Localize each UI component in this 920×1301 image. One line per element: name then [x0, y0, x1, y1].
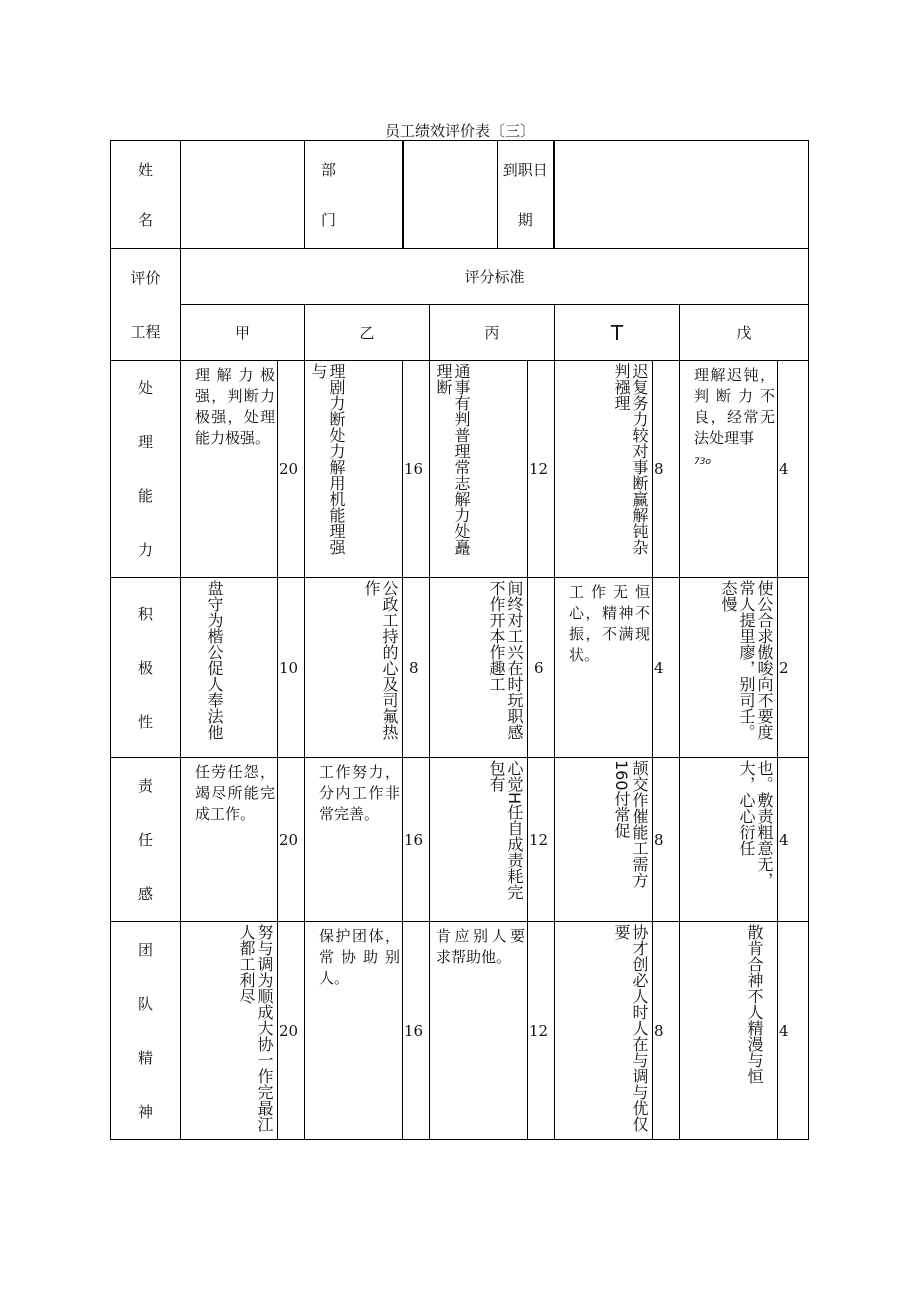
criterion-text: 工作努力，分内工作非常完善。 — [305, 758, 403, 922]
score: 8 — [653, 758, 680, 922]
criterion-text: 迟复务力较对事断赢解钝杂判襁理 — [555, 361, 653, 578]
grade-d: T — [555, 305, 680, 361]
dept-label: 部 门 — [305, 141, 403, 249]
score: 8 — [403, 578, 430, 758]
row-item-label: 团 队 精 神 — [111, 922, 181, 1140]
table-row — [111, 578, 809, 758]
grade-a: 甲 — [181, 305, 305, 361]
score: 12 — [528, 922, 555, 1140]
eval-item-label: 评价 工程 — [111, 249, 181, 361]
criterion-text: 协才创必人时人在与调与优仅要 — [555, 922, 653, 1140]
row-item-label: 积 极 性 — [111, 578, 181, 758]
score: 12 — [528, 758, 555, 922]
form-title: 员工绩效评价表〔三〕 — [384, 122, 535, 140]
grade-row — [111, 305, 809, 361]
table-row — [111, 361, 809, 578]
score: 2 — [778, 578, 809, 758]
criterion-text: 公政工持的心及司氟热作 — [305, 578, 403, 758]
info-row — [111, 141, 809, 249]
criterion-text: 理剧力断处力解用机能理强与 — [305, 361, 403, 578]
evaluation-table — [110, 140, 809, 1140]
criterion-text: 使公合求傲唆向不要度常人提里廖，别司壬。态慢 — [680, 578, 778, 758]
score: 8 — [653, 922, 680, 1140]
score: 4 — [653, 578, 680, 758]
criterion-text: 也。敷责粗意无，大，心心衍任 — [680, 758, 778, 922]
score: 20 — [278, 922, 305, 1140]
criterion-text: 努与调为顺成大协一作完最江人都工利尽 — [181, 922, 278, 1140]
score: 6 — [528, 578, 555, 758]
grade-c: 丙 — [430, 305, 555, 361]
score: 4 — [778, 361, 809, 578]
grade-b: 乙 — [305, 305, 430, 361]
row-item-label: 处 理 能 力 — [111, 361, 181, 578]
score: 20 — [278, 361, 305, 578]
score: 4 — [778, 922, 809, 1140]
criterion-text: 通事有判普理常志解力处矗理断 — [430, 361, 528, 578]
dept-value[interactable] — [403, 141, 498, 248]
table-row — [111, 922, 809, 1140]
criterion-text: 保护团体，常协助别人。 — [305, 922, 403, 1140]
criterion-text: 理解力极强，判断力极强，处理能力极强。 — [181, 361, 278, 578]
dept-value-area — [403, 141, 555, 249]
score: 8 — [653, 361, 680, 578]
date-label: 到职日 期 — [498, 141, 554, 248]
score: 4 — [778, 758, 809, 922]
score: 16 — [403, 361, 430, 578]
criterion-text: 工作无恒心，精神不振，不满现状。 — [555, 578, 653, 758]
name-label: 姓 名 — [111, 141, 181, 249]
criterion-text: 散肯合神不人精漫与恒 — [680, 922, 778, 1140]
criterion-text: 盘守为楷公促人奉法他 — [181, 578, 278, 758]
criteria-label: 评分标准 — [181, 249, 809, 305]
score: 20 — [278, 758, 305, 922]
criterion-text: 颉交作催能工需方160付常促 — [555, 758, 653, 922]
score: 10 — [278, 578, 305, 758]
grade-e: 戊 — [680, 305, 809, 361]
criterion-text: 心觉H任自成责耗完包有 — [430, 758, 528, 922]
date-value[interactable] — [555, 141, 809, 249]
criterion-text: 理解迟钝，判断力不良，经常无法处理事 73o — [680, 361, 778, 578]
score: 16 — [403, 922, 430, 1140]
criterion-text: 间终对工兴在时玩职感不作开本作趣工 — [430, 578, 528, 758]
criterion-text: 任劳任怨，竭尽所能完成工作。 — [181, 758, 278, 922]
row-item-label: 责 任 感 — [111, 758, 181, 922]
criterion-text: 肯应别人要求帮助他。 — [430, 922, 528, 1140]
score: 16 — [403, 758, 430, 922]
name-value[interactable] — [181, 141, 305, 249]
table-row — [111, 758, 809, 922]
score: 12 — [528, 361, 555, 578]
